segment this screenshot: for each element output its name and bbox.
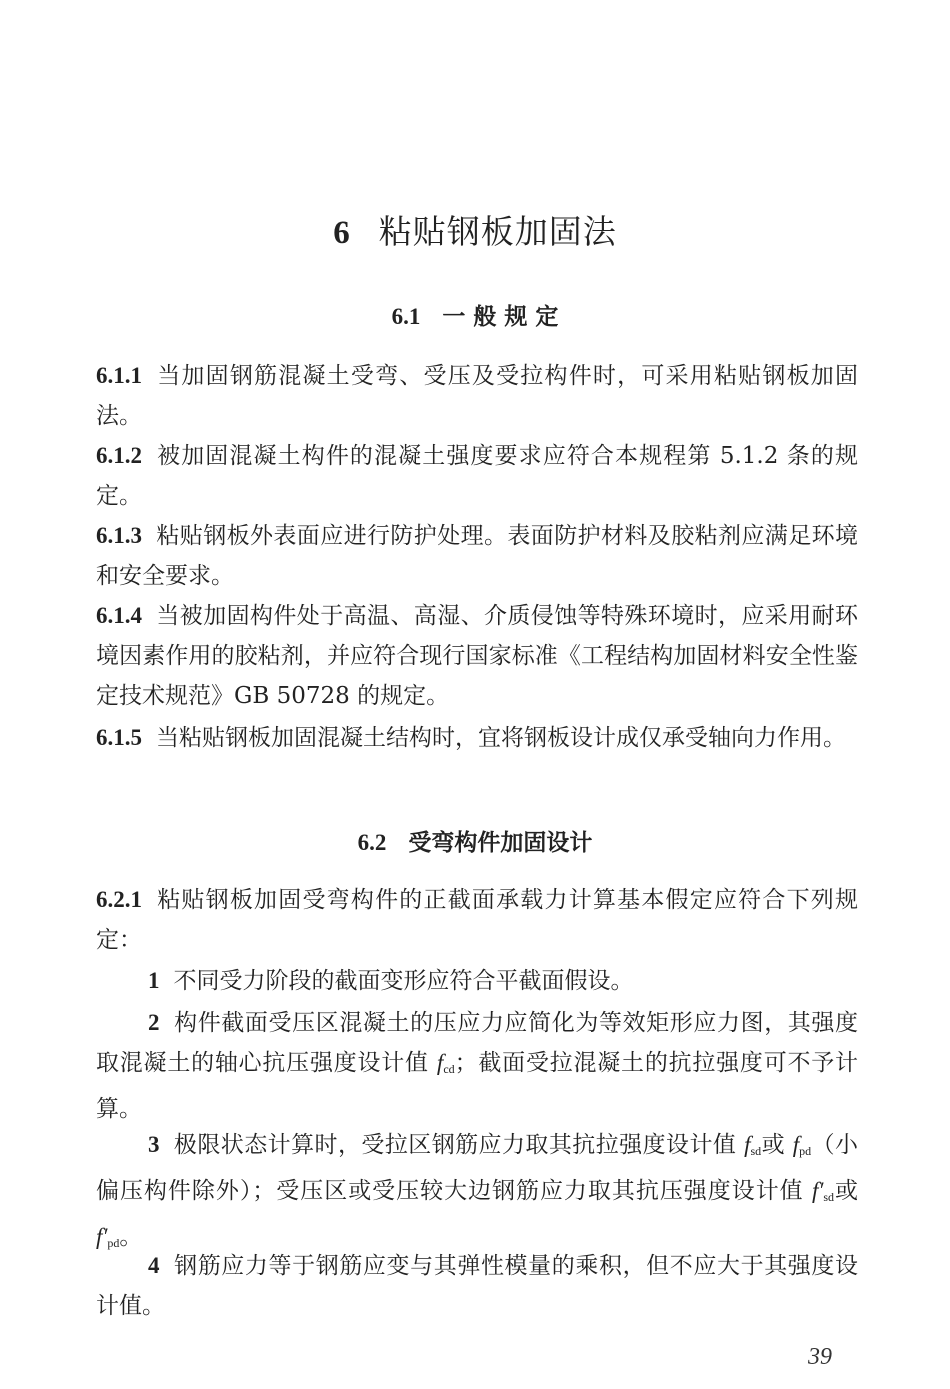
item-number: 3 bbox=[148, 1132, 160, 1157]
clause-number: 6.2.1 bbox=[96, 887, 142, 912]
clause-text: 当加固钢筋混凝土受弯、受压及受拉构件时，可采用粘贴钢板加固法。 bbox=[96, 363, 858, 429]
list-item-1 bbox=[96, 961, 858, 1001]
section-title-6-2 bbox=[0, 824, 950, 857]
clause-6-1-2 bbox=[96, 436, 858, 516]
clause-text: 当粘贴钢板加固混凝土结构时，宜将钢板设计成仅承受轴向力作用。 bbox=[156, 725, 846, 751]
clause-text: 粘贴钢板加固受弯构件的正截面承载力计算基本假定应符合下列规定： bbox=[96, 887, 858, 953]
item-text: 极限状态计算时，受拉区钢筋应力取其抗拉强度设计值 bbox=[173, 1132, 745, 1158]
clause-number: 6.1.2 bbox=[96, 443, 142, 468]
item-text: 或 bbox=[834, 1178, 859, 1204]
item-text: 或 bbox=[761, 1132, 793, 1158]
section-title-6-1 bbox=[0, 298, 950, 331]
item-text: ；截面受拉混凝土的抗拉强度可不予计算。 bbox=[96, 1050, 859, 1122]
clause-6-2-1 bbox=[96, 880, 858, 960]
item-text: 构件截面受压区混凝土的压应力应简化为等效矩形应力图，其强度取混凝土的轴心抗压强度设计值 bbox=[96, 1010, 858, 1076]
chapter-number: 6 bbox=[333, 215, 351, 251]
item-text: 。 bbox=[119, 1224, 143, 1250]
symbol-f-sd: $f_{sd}$ bbox=[744, 1132, 762, 1158]
symbol-f-prime-sd: $f'_{sd}$ bbox=[811, 1178, 835, 1204]
section-title-text: 受弯构件加固设计 bbox=[408, 829, 593, 856]
section-number: 6.2 bbox=[357, 830, 387, 855]
clause-text: 当被加固构件处于高温、高湿、介质侵蚀等特殊环境时，应采用耐环境因素作用的胶粘剂，并应符合现行国家标准《工程结构加固材料安全性鉴定技术规范》GB 50728 的规定。 bbox=[96, 603, 858, 709]
section-number: 6.1 bbox=[391, 304, 421, 329]
page-number: 39 bbox=[808, 1344, 832, 1370]
list-item-3 bbox=[96, 1125, 858, 1263]
clause-6-1-1 bbox=[96, 356, 858, 436]
clause-6-1-3 bbox=[96, 516, 858, 596]
item-number: 4 bbox=[148, 1253, 160, 1278]
section-title-text: 一 般 规 定 bbox=[442, 303, 559, 330]
item-text: （小偏压构件除外）；受压区或受压较大边钢筋应力取其抗压强度设计值 bbox=[96, 1132, 859, 1204]
list-item-2 bbox=[96, 1003, 858, 1129]
clause-6-1-5 bbox=[96, 718, 858, 758]
clause-text: 被加固混凝土构件的混凝土强度要求应符合本规程第 5.1.2 条的规定。 bbox=[96, 443, 858, 509]
item-number: 2 bbox=[148, 1010, 160, 1035]
item-number: 1 bbox=[148, 968, 160, 993]
item-text: 不同受力阶段的截面变形应符合平截面假设。 bbox=[173, 968, 634, 994]
clause-6-1-4 bbox=[96, 596, 858, 716]
chapter-title-text: 粘贴钢板加固法 bbox=[378, 212, 617, 251]
clause-text: 粘贴钢板外表面应进行防护处理。表面防护材料及胶粘剂应满足环境和安全要求。 bbox=[96, 523, 858, 589]
clause-number: 6.1.4 bbox=[96, 603, 142, 628]
clause-number: 6.1.3 bbox=[96, 523, 142, 548]
list-item-4 bbox=[96, 1246, 858, 1326]
symbol-f-pd: $f_{pd}$ bbox=[792, 1132, 812, 1158]
clause-number: 6.1.5 bbox=[96, 725, 142, 750]
chapter-title bbox=[0, 206, 950, 253]
symbol-f-prime-pd: $f'_{pd}$ bbox=[96, 1224, 120, 1250]
clause-number: 6.1.1 bbox=[96, 363, 142, 388]
symbol-f-cd: $f_{cd}$ bbox=[436, 1050, 455, 1076]
item-text: 钢筋应力等于钢筋应变与其弹性模量的乘积，但不应大于其强度设计值。 bbox=[96, 1253, 858, 1319]
